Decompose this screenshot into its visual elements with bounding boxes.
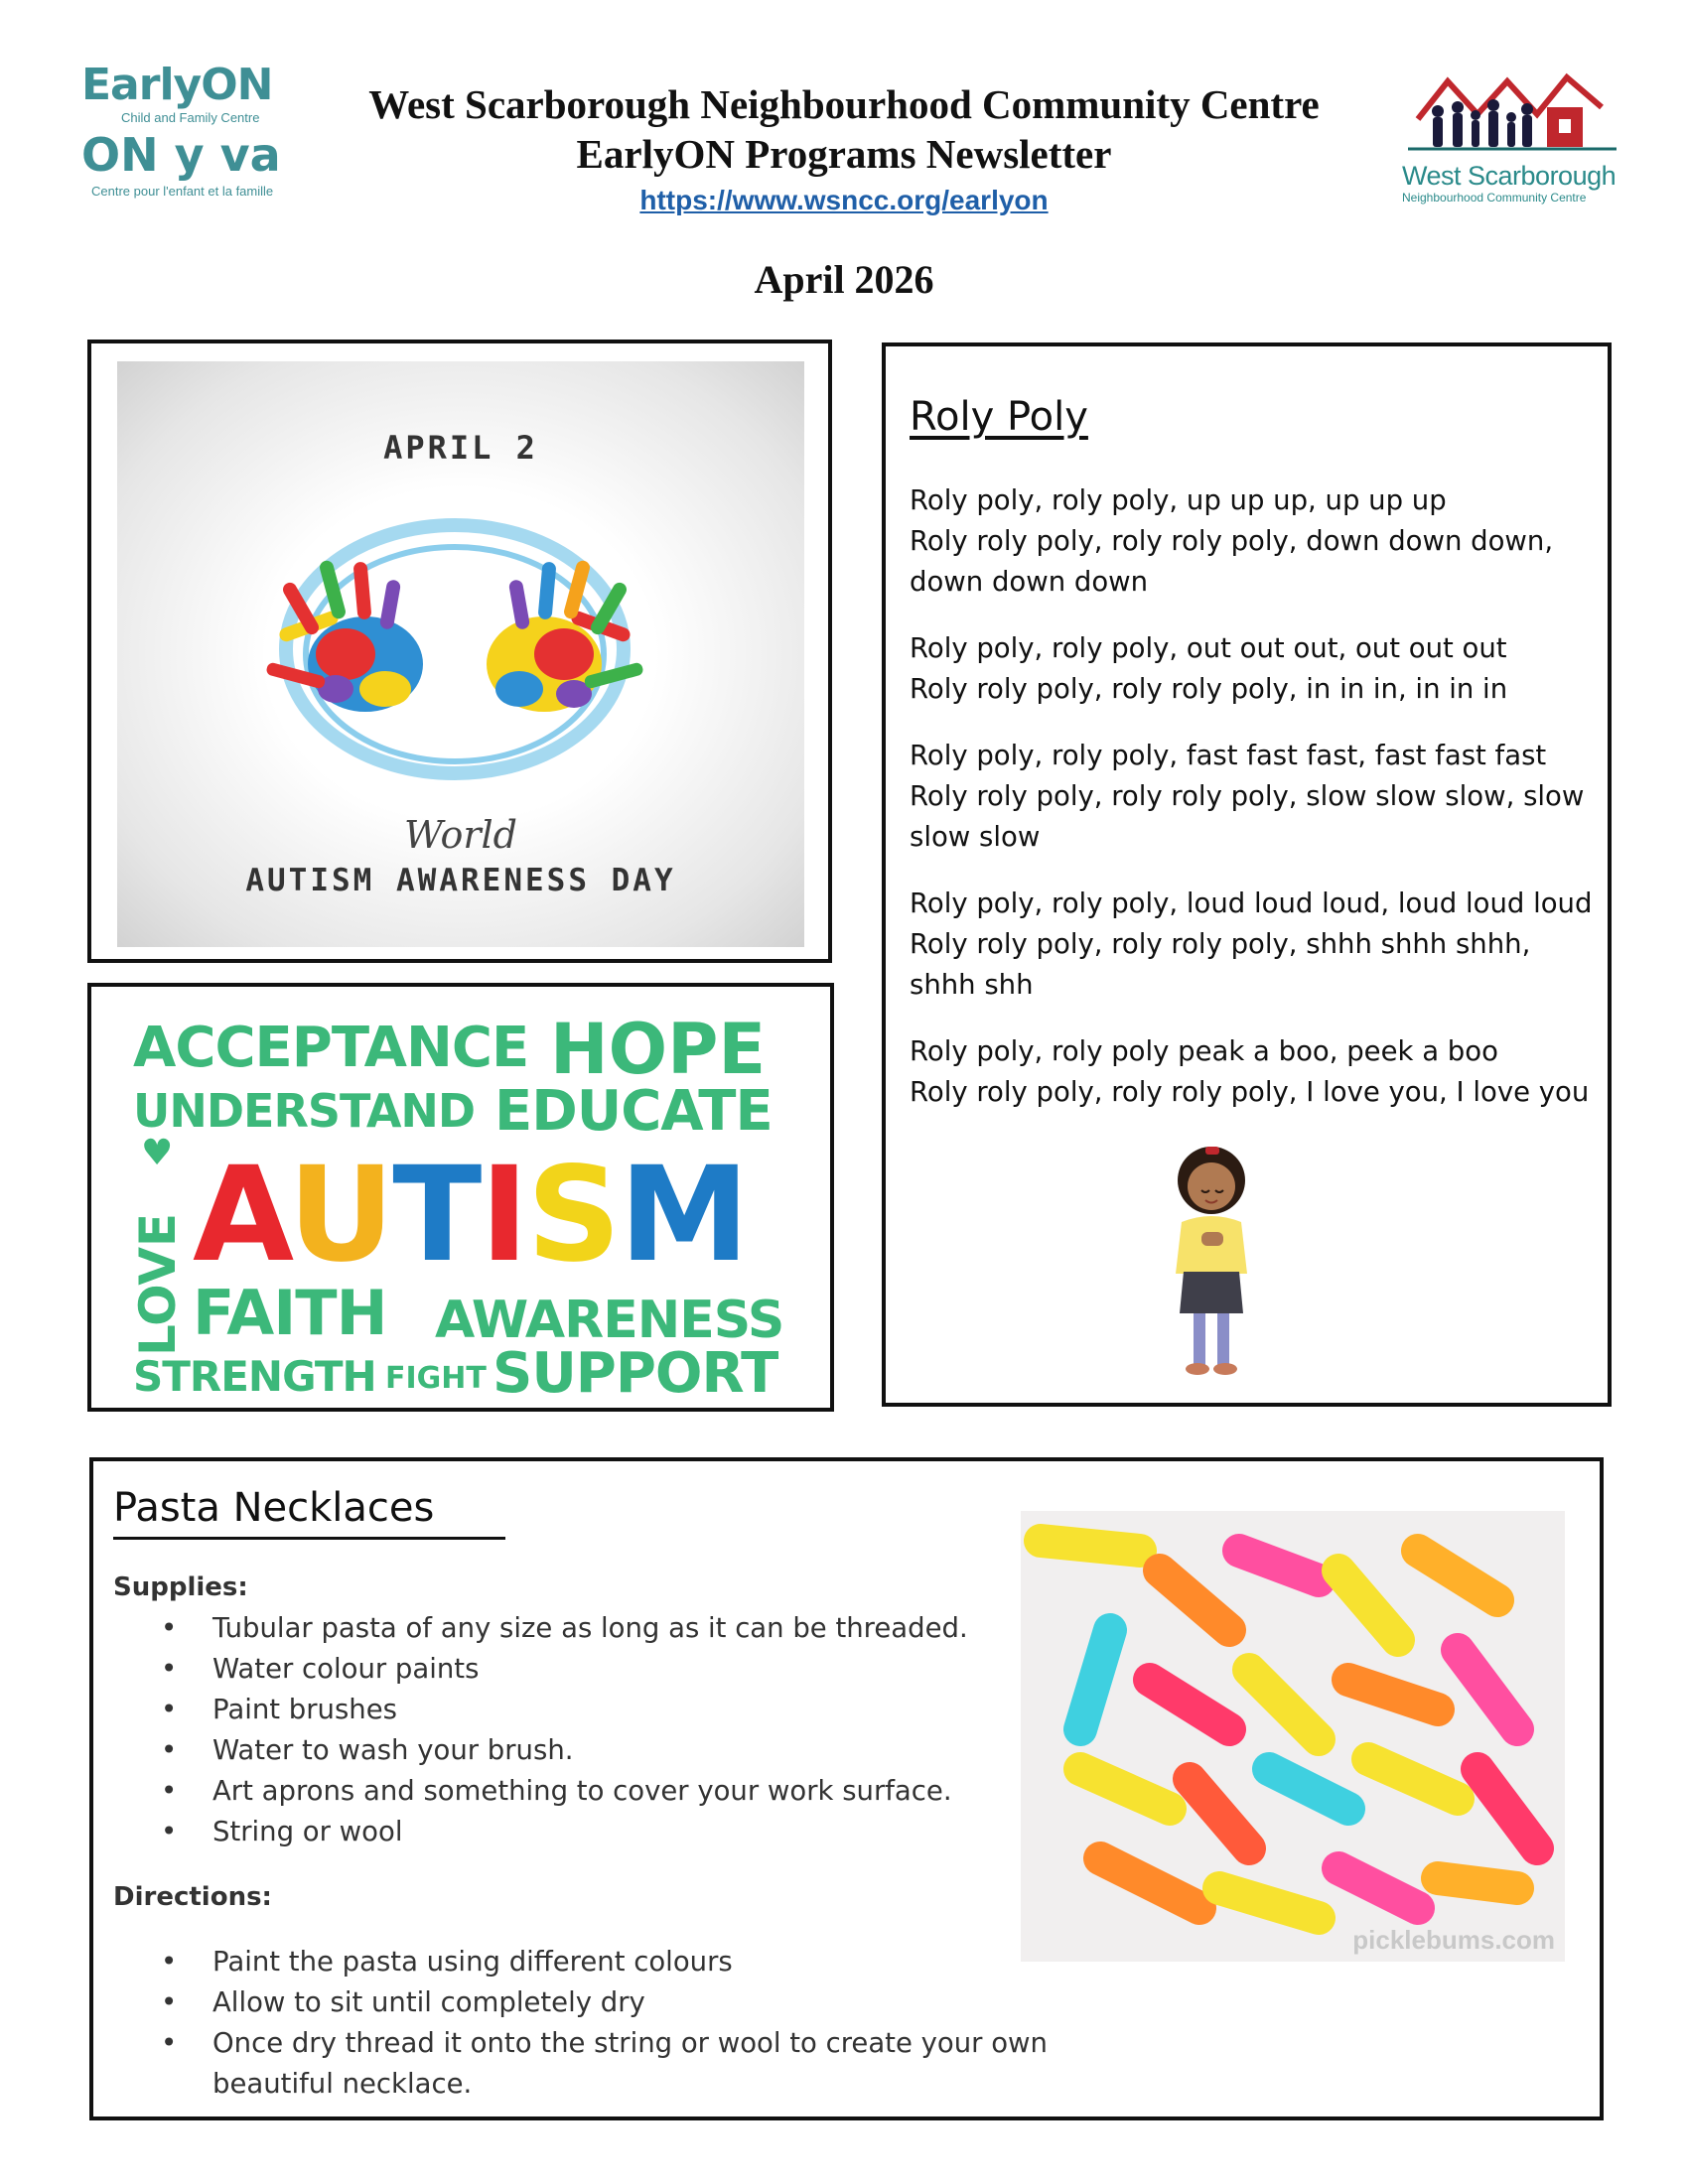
- west-scarborough-logo: [1398, 60, 1626, 218]
- verse-line: Roly roly poly, roly roly poly, slow slow slow, slow slow slow: [910, 780, 1585, 853]
- autism-day-date: APRIL 2: [383, 429, 538, 467]
- community-people-icon: [1398, 60, 1626, 159]
- list-item: • String or wool: [113, 1812, 1106, 1852]
- onyva-logo-subtitle: Centre pour l'enfant et la famille: [91, 184, 274, 199]
- pasta-necklaces-box: [89, 1457, 1604, 2120]
- autism-letter: A: [193, 1139, 289, 1292]
- directions-label: Directions:: [113, 1882, 272, 1912]
- roly-poly-title: Roly Poly: [910, 394, 1088, 440]
- list-item: • Once dry thread it onto the string or wool to create your own beautiful necklace.: [113, 2023, 1106, 2105]
- roly-poly-lyrics: [910, 480, 1595, 1139]
- verse-line: Roly roly poly, roly roly poly, down down down, down down down: [910, 525, 1554, 598]
- organization-name: West Scarborough Neighbourhood Community Centre: [368, 81, 1320, 127]
- verse: [910, 628, 1595, 710]
- list-item: • Art aprons and something to cover your work surface.: [113, 1771, 1106, 1812]
- verse: [910, 736, 1595, 858]
- word-educate: EDUCATE: [494, 1079, 773, 1144]
- list-item: • Paint brushes: [113, 1690, 1106, 1730]
- supplies-label: Supplies:: [113, 1572, 248, 1602]
- list-item: • Allow to sit until completely dry: [113, 1982, 1106, 2023]
- verse-line: Roly poly, roly poly, out out out, out out out: [910, 632, 1507, 664]
- verse-line: Roly poly, roly poly, up up up, up up up: [910, 484, 1447, 516]
- directions-list: [113, 1942, 1106, 2105]
- pasta-necklaces-title: Pasta Necklaces: [113, 1485, 435, 1531]
- verse: [910, 480, 1595, 603]
- list-item: • Tubular pasta of any size as long as it can be threaded.: [113, 1608, 1106, 1649]
- word-fight: FIGHT: [385, 1361, 487, 1396]
- autism-awareness-day-box: [87, 340, 832, 963]
- earlyon-logo-title: EarlyON: [81, 60, 273, 110]
- onyva-logo-title: ON y va: [81, 128, 281, 182]
- west-scarborough-logo-subtitle: Neighbourhood Community Centre: [1402, 191, 1587, 205]
- earlyon-logo: [81, 62, 290, 220]
- word-love: LOVE: [129, 1212, 187, 1356]
- list-item: • Water to wash your brush.: [113, 1730, 1106, 1771]
- girl-illustration-icon: [1162, 1141, 1261, 1379]
- word-understand: UNDERSTAND: [133, 1084, 476, 1138]
- newsletter-header: [298, 79, 1390, 220]
- heart-icon: ♥: [141, 1133, 174, 1173]
- autism-letter: M: [619, 1139, 748, 1292]
- earlyon-logo-subtitle: Child and Family Centre: [121, 110, 260, 125]
- word-acceptance: ACCEPTANCE: [133, 1016, 529, 1080]
- supplies-list: [113, 1608, 1106, 1852]
- word-faith: FAITH: [193, 1277, 387, 1349]
- verse-line: Roly poly, roly poly, loud loud loud, loud loud loud: [910, 887, 1593, 919]
- verse-line: Roly poly, roly poly peak a boo, peek a boo: [910, 1035, 1498, 1067]
- newsletter-date: April 2026: [754, 257, 934, 302]
- autism-letter: U: [288, 1139, 393, 1292]
- west-scarborough-logo-name: West Scarborough: [1402, 161, 1617, 191]
- word-strength: STRENGTH: [133, 1352, 376, 1401]
- image-watermark: picklebums.com: [1352, 1925, 1555, 1955]
- word-awareness: AWARENESS: [435, 1291, 784, 1350]
- autism-day-world: World: [404, 813, 517, 857]
- verse-line: Roly roly poly, roly roly poly, shhh shhh shhh, shhh shh: [910, 928, 1531, 1001]
- autism-letter: S: [526, 1139, 620, 1292]
- autism-day-title: AUTISM AWARENESS DAY: [245, 863, 676, 898]
- handprints-circle-icon: [216, 490, 693, 788]
- website-link[interactable]: https://www.wsncc.org/earlyon: [639, 185, 1049, 215]
- verse: [910, 884, 1595, 1006]
- verse-line: Roly poly, roly poly, fast fast fast, fast fast fast: [910, 740, 1547, 771]
- roly-poly-box: [882, 342, 1612, 1407]
- autism-letter: I: [480, 1139, 527, 1292]
- verse-line: Roly roly poly, roly roly poly, in in in, in in in: [910, 673, 1508, 705]
- pasta-necklace-photo: [1021, 1511, 1565, 1962]
- list-item: • Water colour paints: [113, 1649, 1106, 1690]
- verse: [910, 1031, 1595, 1113]
- autism-letter: T: [392, 1139, 481, 1292]
- newsletter-title: EarlyON Programs Newsletter: [576, 131, 1112, 177]
- word-hope: HOPE: [550, 1009, 767, 1090]
- pasta-necklace-icon: [1021, 1511, 1565, 1962]
- list-item: • Paint the pasta using different colours: [113, 1942, 1106, 1982]
- autism-word-cloud-box: [87, 983, 834, 1412]
- title-underline: [113, 1537, 505, 1540]
- word-support: SUPPORT: [492, 1341, 778, 1406]
- verse-line: Roly roly poly, roly roly poly, I love you, I love you: [910, 1076, 1590, 1108]
- word-autism: [193, 1139, 748, 1292]
- autism-awareness-day-image: [117, 361, 804, 947]
